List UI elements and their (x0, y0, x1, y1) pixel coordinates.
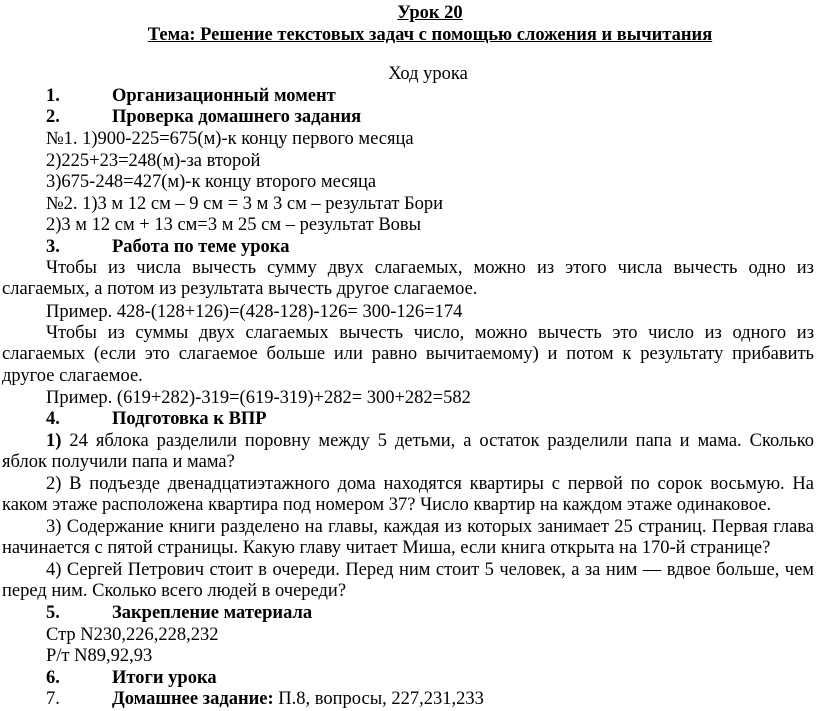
section-title: Домашнее задание: (112, 689, 274, 709)
homework-check-line: 3)675-248=427(м)-к концу второго месяца (46, 172, 377, 192)
task-paragraph-4: 4) Сергей Петрович стоит в очереди. Перед ним стоит 5 человек, а за ним — вдвое больше, чем перед ним. Сколько всего людей в очереди? (2, 560, 814, 602)
section-heading-5 (46, 603, 312, 624)
rule-paragraph-2: Чтобы из суммы двух слагаемых вычесть число, можно вычесть это число из одного из слагаемых (если это слагаемое больше или равно вычитаемому) и потом к результату прибавить другое слагаемое. (2, 323, 814, 386)
section-number: 4. (46, 409, 60, 429)
section-heading-1 (46, 86, 336, 107)
section-number: 3. (46, 237, 60, 257)
consolidation-line: Р/т N89,92,93 (46, 646, 153, 666)
task-number: 1) (46, 431, 62, 451)
lesson-plan-heading: Ход урока (388, 64, 468, 84)
task-paragraph-3: 3) Содержание книги разделено на главы, каждая из которых занимает 25 страниц. Первая глава начинается с пятой страницы. Какую главу читает Миша, если книга открыта на 170-й странице? (2, 517, 814, 559)
section-number: 5. (46, 603, 60, 623)
section-title: Проверка домашнего задания (112, 107, 362, 127)
example-line-1: Пример. 428-(128+126)=(428-128)-126= 300-126=174 (46, 302, 463, 322)
section-heading-3 (46, 237, 289, 258)
section-heading-4 (46, 409, 267, 430)
section-title: Итоги урока (112, 668, 217, 688)
task-paragraph-2: 2) В подъезде двенадцатиэтажного дома находятся квартиры с первой по сорок восьмую. На каком этаже расположена квартира под номером 37? Число квартир на каждом этаже одинаковое. (2, 474, 814, 516)
task-paragraph-1 (2, 431, 814, 474)
lesson-title: Урок 20 (397, 3, 463, 23)
section-title: Работа по теме урока (112, 237, 290, 257)
section-title: Организационный момент (112, 86, 336, 106)
section-number: 6. (46, 668, 60, 688)
homework-check-line: 2)225+23=248(м)-за второй (46, 151, 261, 171)
task-text: 24 яблока разделили поровну между 5 детьми, а остаток разделили папа и мама. Сколько яблок получили папа и мама? (2, 431, 814, 473)
section-number: 2. (46, 107, 60, 127)
section-title: Подготовка к ВПР (112, 409, 267, 429)
lesson-topic: Тема: Решение текстовых задач с помощью сложения и вычитания (147, 25, 713, 45)
section-title: Закрепление материала (112, 603, 313, 623)
section-number: 7. (46, 689, 60, 709)
homework-text: П.8, вопросы, 227,231,233 (273, 689, 484, 709)
example-line-2: Пример. (619+282)-319=(619-319)+282= 300+282=582 (46, 388, 471, 408)
section-heading-6 (46, 668, 217, 689)
section-heading-7 (46, 689, 484, 710)
homework-check-line: №2. 1)3 м 12 см – 9 см = 3 м 3 см – результат Бори (46, 194, 444, 214)
homework-check-line: №1. 1)900-225=675(м)-к концу первого месяца (46, 129, 414, 149)
homework-check-line: 2)3 м 12 см + 13 см=3 м 25 см – результат Вовы (46, 215, 422, 235)
section-heading-2 (46, 107, 361, 128)
rule-paragraph-1: Чтобы из числа вычесть сумму двух слагаемых, можно из этого числа вычесть одно из слагаемых, а потом из результата вычесть другое слагаемое. (2, 258, 814, 300)
consolidation-line: Стр N230,226,228,232 (46, 625, 219, 645)
section-number: 1. (46, 86, 60, 106)
